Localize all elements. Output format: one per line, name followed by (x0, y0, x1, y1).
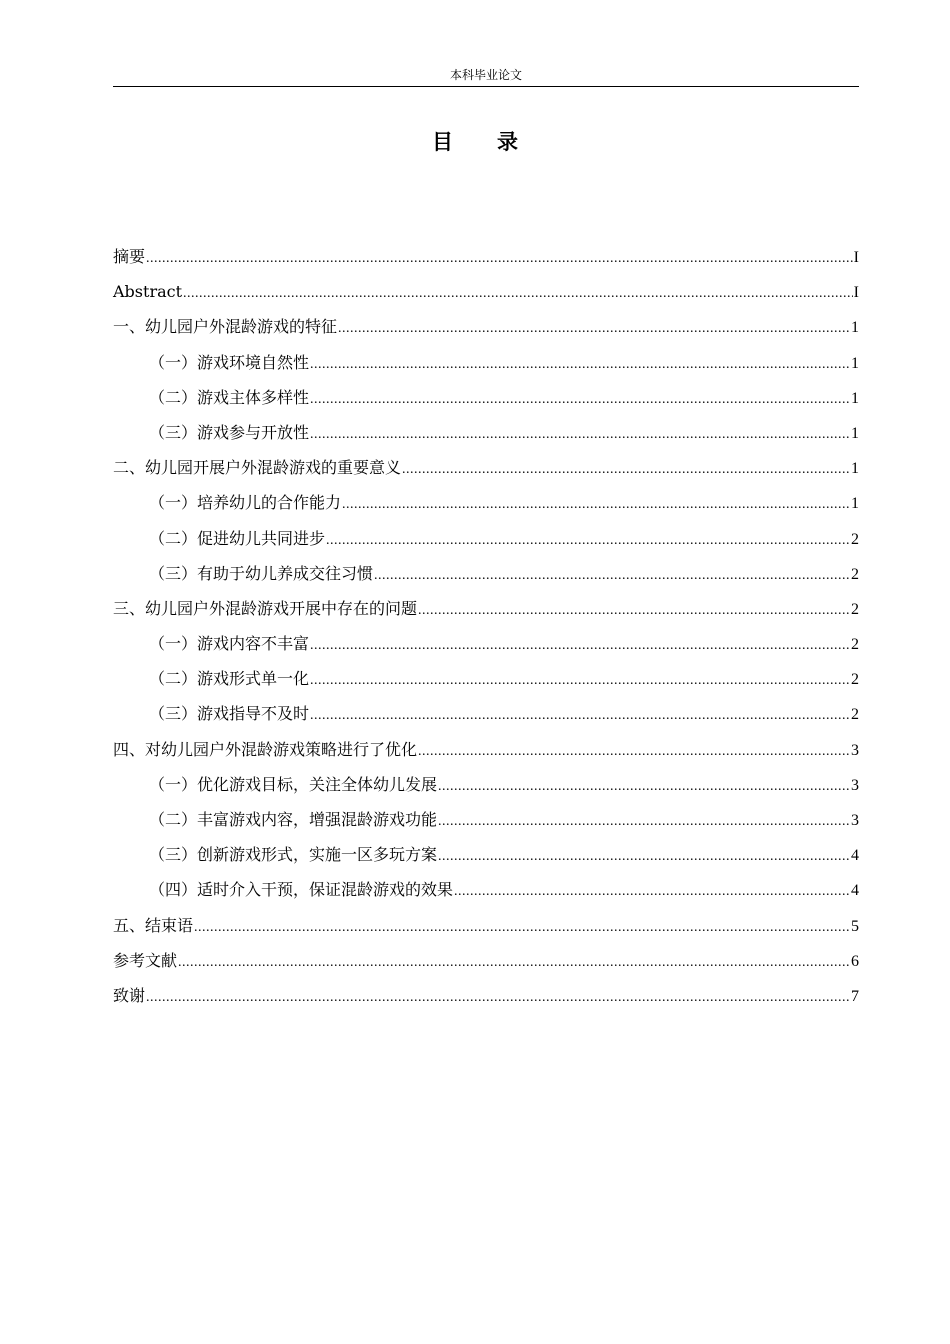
toc-entry-label: 一、幼儿园户外混龄游戏的特征 (113, 317, 338, 337)
toc-entry-page-number: 2 (851, 706, 859, 724)
toc-entry-label: （三）游戏参与开放性 (149, 422, 310, 442)
toc-entry[interactable] (113, 485, 859, 520)
toc-entry-page-number: 1 (851, 354, 859, 372)
toc-dot-leader (310, 347, 850, 382)
toc-entry-page-number: 2 (851, 636, 859, 654)
toc-dot-leader (310, 417, 850, 452)
toc-dot-leader (310, 382, 850, 417)
toc-entry[interactable] (113, 978, 859, 1013)
page-header (113, 66, 859, 87)
toc-entry[interactable] (113, 872, 859, 907)
toc-entry-page-number: 1 (851, 460, 859, 478)
toc-entry-page-number: 1 (851, 495, 859, 513)
toc-entry-page-number: 7 (851, 987, 859, 1005)
toc-dot-leader (194, 910, 850, 945)
toc-dot-leader (374, 558, 850, 593)
toc-entry-label: （三）有助于幼儿养成交往习惯 (149, 563, 374, 583)
toc-entry-label: （一）优化游戏目标，关注全体幼儿发展 (149, 774, 438, 794)
toc-entry-label: （二）游戏形式单一化 (149, 669, 310, 689)
toc-entry[interactable] (113, 802, 859, 837)
toc-entry[interactable] (113, 521, 859, 556)
toc-entry[interactable] (113, 415, 859, 450)
toc-entry-page-number: 1 (851, 319, 859, 337)
toc-dot-leader (438, 804, 850, 839)
toc-dot-leader (146, 980, 850, 1015)
toc-entry[interactable] (113, 556, 859, 591)
toc-entry-page-number: 2 (851, 530, 859, 548)
toc-entry[interactable] (113, 380, 859, 415)
toc-dot-leader (326, 523, 850, 558)
toc-entry-page-number: 3 (851, 812, 859, 829)
title-char-right: 录 (497, 130, 518, 154)
table-of-contents (113, 239, 859, 1013)
toc-dot-leader (183, 276, 853, 311)
toc-entry-page-number: 2 (851, 671, 859, 689)
toc-entry[interactable] (113, 239, 859, 274)
toc-entry-page-number: 3 (851, 741, 859, 759)
toc-entry-label: 摘要 (113, 247, 146, 266)
toc-dot-leader (310, 628, 850, 663)
toc-entry-label: 三、幼儿园户外混龄游戏开展中存在的问题 (113, 598, 418, 618)
toc-entry[interactable] (113, 767, 859, 802)
toc-dot-leader (146, 241, 853, 276)
toc-entry-label: 五、结束语 (113, 915, 194, 935)
toc-entry-label: （二）丰富游戏内容，增强混龄游戏功能 (149, 810, 438, 829)
toc-entry-page-number: 4 (851, 882, 859, 900)
toc-entry[interactable] (113, 591, 859, 626)
toc-entry[interactable] (113, 450, 859, 485)
toc-dot-leader (310, 663, 850, 698)
toc-dot-leader (338, 311, 850, 346)
toc-entry-label: （四）适时介入干预，保证混龄游戏的效果 (149, 880, 454, 900)
toc-dot-leader (310, 698, 850, 733)
toc-entry-page-number: I (853, 249, 859, 266)
toc-entry-label: （三）游戏指导不及时 (149, 704, 310, 724)
toc-entry-page-number: 1 (851, 424, 859, 442)
toc-entry[interactable] (113, 661, 859, 696)
toc-entry-page-number: I (853, 284, 859, 302)
toc-dot-leader (418, 734, 850, 769)
toc-entry[interactable] (113, 837, 859, 872)
toc-entry-label: 二、幼儿园开展户外混龄游戏的重要意义 (113, 458, 402, 478)
toc-entry-page-number: 2 (851, 600, 859, 618)
toc-entry[interactable] (113, 732, 859, 767)
toc-entry-label: Abstract (113, 282, 183, 302)
toc-entry-page-number: 6 (851, 952, 859, 970)
toc-entry-label: 四、对幼儿园户外混龄游戏策略进行了优化 (113, 739, 418, 759)
toc-entry-label: （二）促进幼儿共同进步 (149, 528, 326, 548)
toc-entry-label: （一）游戏内容不丰富 (149, 634, 310, 654)
toc-entry-page-number: 4 (851, 847, 859, 865)
toc-dot-leader (178, 945, 850, 980)
toc-entry-label: 参考文献 (113, 950, 178, 970)
toc-entry-label: （二）游戏主体多样性 (149, 387, 310, 407)
toc-entry[interactable] (113, 943, 859, 978)
toc-dot-leader (454, 874, 850, 909)
toc-entry[interactable] (113, 696, 859, 731)
toc-entry-page-number: 3 (851, 776, 859, 794)
toc-entry-label: （三）创新游戏形式，实施一区多玩方案 (149, 845, 438, 865)
toc-entry-label: （一）游戏环境自然性 (149, 352, 310, 372)
toc-dot-leader (418, 593, 850, 628)
toc-entry-page-number: 2 (851, 565, 859, 583)
toc-entry-page-number: 5 (851, 917, 859, 935)
toc-dot-leader (438, 769, 850, 804)
toc-entry[interactable] (113, 345, 859, 380)
toc-dot-leader (402, 452, 850, 487)
title-char-left: 目 (432, 130, 453, 154)
page-title (0, 126, 950, 156)
toc-dot-leader (342, 487, 850, 522)
toc-entry-label: 致谢 (113, 985, 146, 1005)
toc-entry[interactable] (113, 274, 859, 309)
toc-entry-page-number: 1 (851, 389, 859, 407)
toc-entry[interactable] (113, 626, 859, 661)
toc-entry[interactable] (113, 908, 859, 943)
toc-entry-label: （一）培养幼儿的合作能力 (149, 493, 342, 513)
toc-dot-leader (438, 839, 850, 874)
header-text: 本科毕业论文 (449, 68, 522, 82)
toc-entry[interactable] (113, 309, 859, 344)
